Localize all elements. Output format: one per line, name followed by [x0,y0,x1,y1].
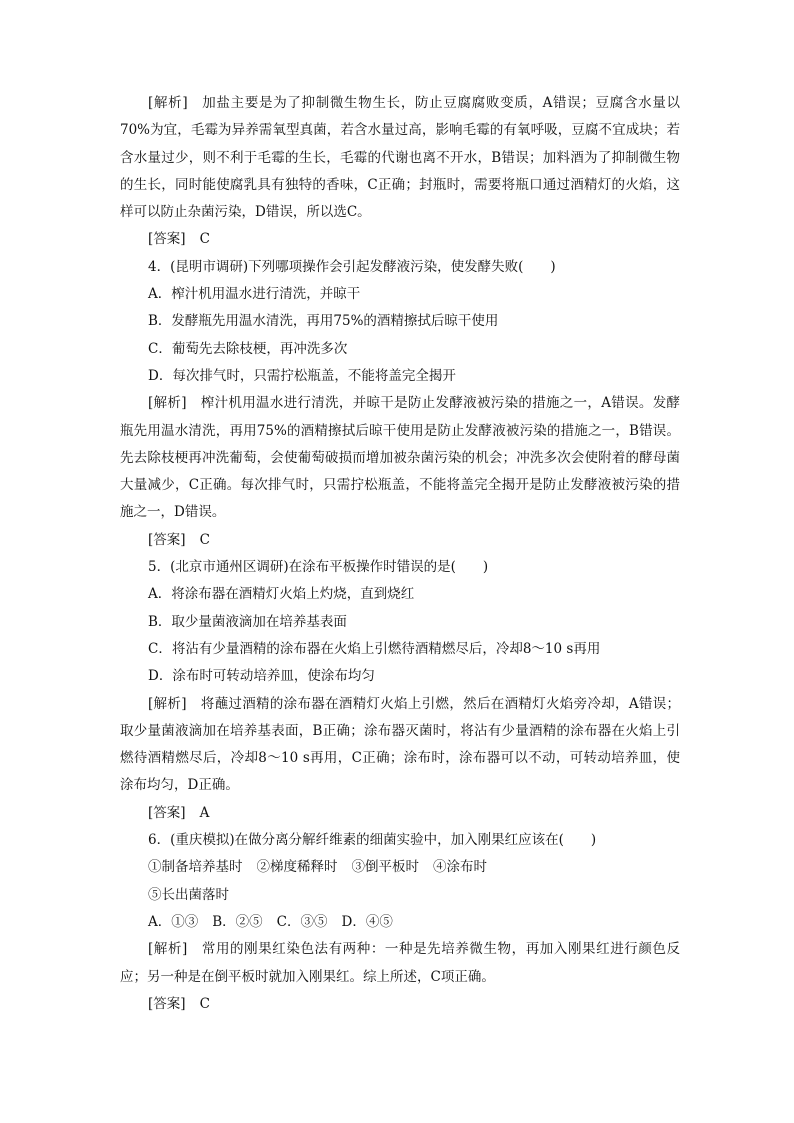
analysis-text: 将蘸过酒精的涂布器在酒精灯火焰上引燃，然后在酒精灯火焰旁冷却，A错误；取少量菌液滴加在培养基表面，B正确；涂布器灭菌时，将沾有少量酒精的涂布器在火焰上引燃待酒精燃尽后，冷却8～10 s再用，C正确；涂布时，涂布器可以不动，可转动培养皿，使涂布均匀，D正确。 [120,695,681,794]
answer-label: [ 答案 ] [148,231,186,247]
answer-label: [ 答案 ] [148,532,186,548]
option-c: C．葡萄先去除枝梗，再冲洗多次 [148,340,348,357]
choice-4: ④涂布时 [433,859,487,876]
option-d: D．④⑤ [341,913,393,930]
option-a: A．将涂布器在酒精灯火焰上灼烧，直到烧红 [148,586,415,603]
option-a: A．榨汁机用温水进行清洗，并晾干 [148,286,361,303]
choice-3: ③倒平板时 [351,859,419,876]
question-4: 4．(昆明市调研)下列哪项操作会引起发酵液污染，使发酵失败( ) [148,258,556,275]
option-d: D．每次排气时，只需拧松瓶盖，不能将盖完全揭开 [148,367,456,384]
answer-line [120,800,680,827]
answer-line [120,991,680,1018]
option-b: B．取少量菌液滴加在培养基表面 [148,613,347,630]
choice-1: ①制备培养基时 [148,859,243,876]
answer-options-line [120,909,680,936]
analysis-label: [ 解析 ] [148,95,188,111]
question-5: 5．(北京市通州区调研)在涂布平板操作时错误的是( ) [148,559,489,576]
answer-value: C [199,995,210,1012]
option-b: B．②⑤ [212,913,263,930]
answer-line [120,226,680,253]
document-page [120,90,680,1018]
analysis-paragraph [120,936,680,991]
analysis-label: [ 解析 ] [148,395,187,411]
answer-label: [ 答案 ] [148,805,186,821]
option-d: D．涂布时可转动培养皿，使涂布均匀 [148,668,375,685]
analysis-paragraph [120,390,680,526]
choice-2: ②梯度稀释时 [256,859,338,876]
option-a: A．①③ [148,913,199,930]
answer-label: [ 答案 ] [148,996,186,1012]
analysis-text: 榨汁机用温水进行清洗，并晾干是防止发酵液被污染的措施之一，A错误。发酵瓶先用温水清洗，再用75%的酒精擦拭后晾干使用是防止发酵液被污染的措施之一，B错误。先去除枝梗再冲洗葡萄，会使葡萄破损而增加被杂菌污染的机会；冲洗多次会使附着的酵母菌大量减少，C正确。每次排气时，只需拧松瓶盖，不能将盖完全揭开是防止发酵液被污染的措施之一，D错误。 [120,395,681,521]
analysis-paragraph [120,90,680,226]
analysis-label: [ 解析 ] [148,696,187,712]
answer-value: C [199,531,210,548]
choice-5: ⑤长出菌落时 [148,886,229,903]
question-6: 6．(重庆模拟)在做分离分解纤维素的细菌实验中，加入刚果红应该在( ) [148,832,597,849]
option-c: C．将沾有少量酒精的涂布器在火焰上引燃待酒精燃尽后，冷却8～10 s再用 [148,640,601,657]
answer-value: A [199,804,210,821]
analysis-paragraph [120,691,680,800]
analysis-label: [ 解析 ] [148,941,187,957]
analysis-text: 常用的刚果红染色法有两种：一种是先培养微生物，再加入刚果红进行颜色反应；另一种是在倒平板时就加入刚果红。综上所述，C项正确。 [120,941,681,985]
analysis-text: 加盐主要是为了抑制微生物生长，防止豆腐腐败变质，A错误；豆腐含水量以70%为宜，毛霉为异养需氧型真菌，若含水量过高，影响毛霉的有氧呼吸，豆腐不宜成块；若含水量过少，则不利于毛霉的生长，毛霉的代谢也离不开水，B错误；加料酒为了抑制微生物的生长，同时能使腐乳具有独特的香味，C正确；封瓶时，需要将瓶口通过酒精灯的火焰，这样可以防止杂菌污染，D错误，所以选C。 [120,95,681,221]
answer-line [120,527,680,554]
choices-line [120,854,680,881]
option-b: B．发酵瓶先用温水清洗，再用75%的酒精擦拭后晾干使用 [148,313,499,330]
answer-value: C [199,231,210,248]
option-c: C．③⑤ [276,913,328,930]
